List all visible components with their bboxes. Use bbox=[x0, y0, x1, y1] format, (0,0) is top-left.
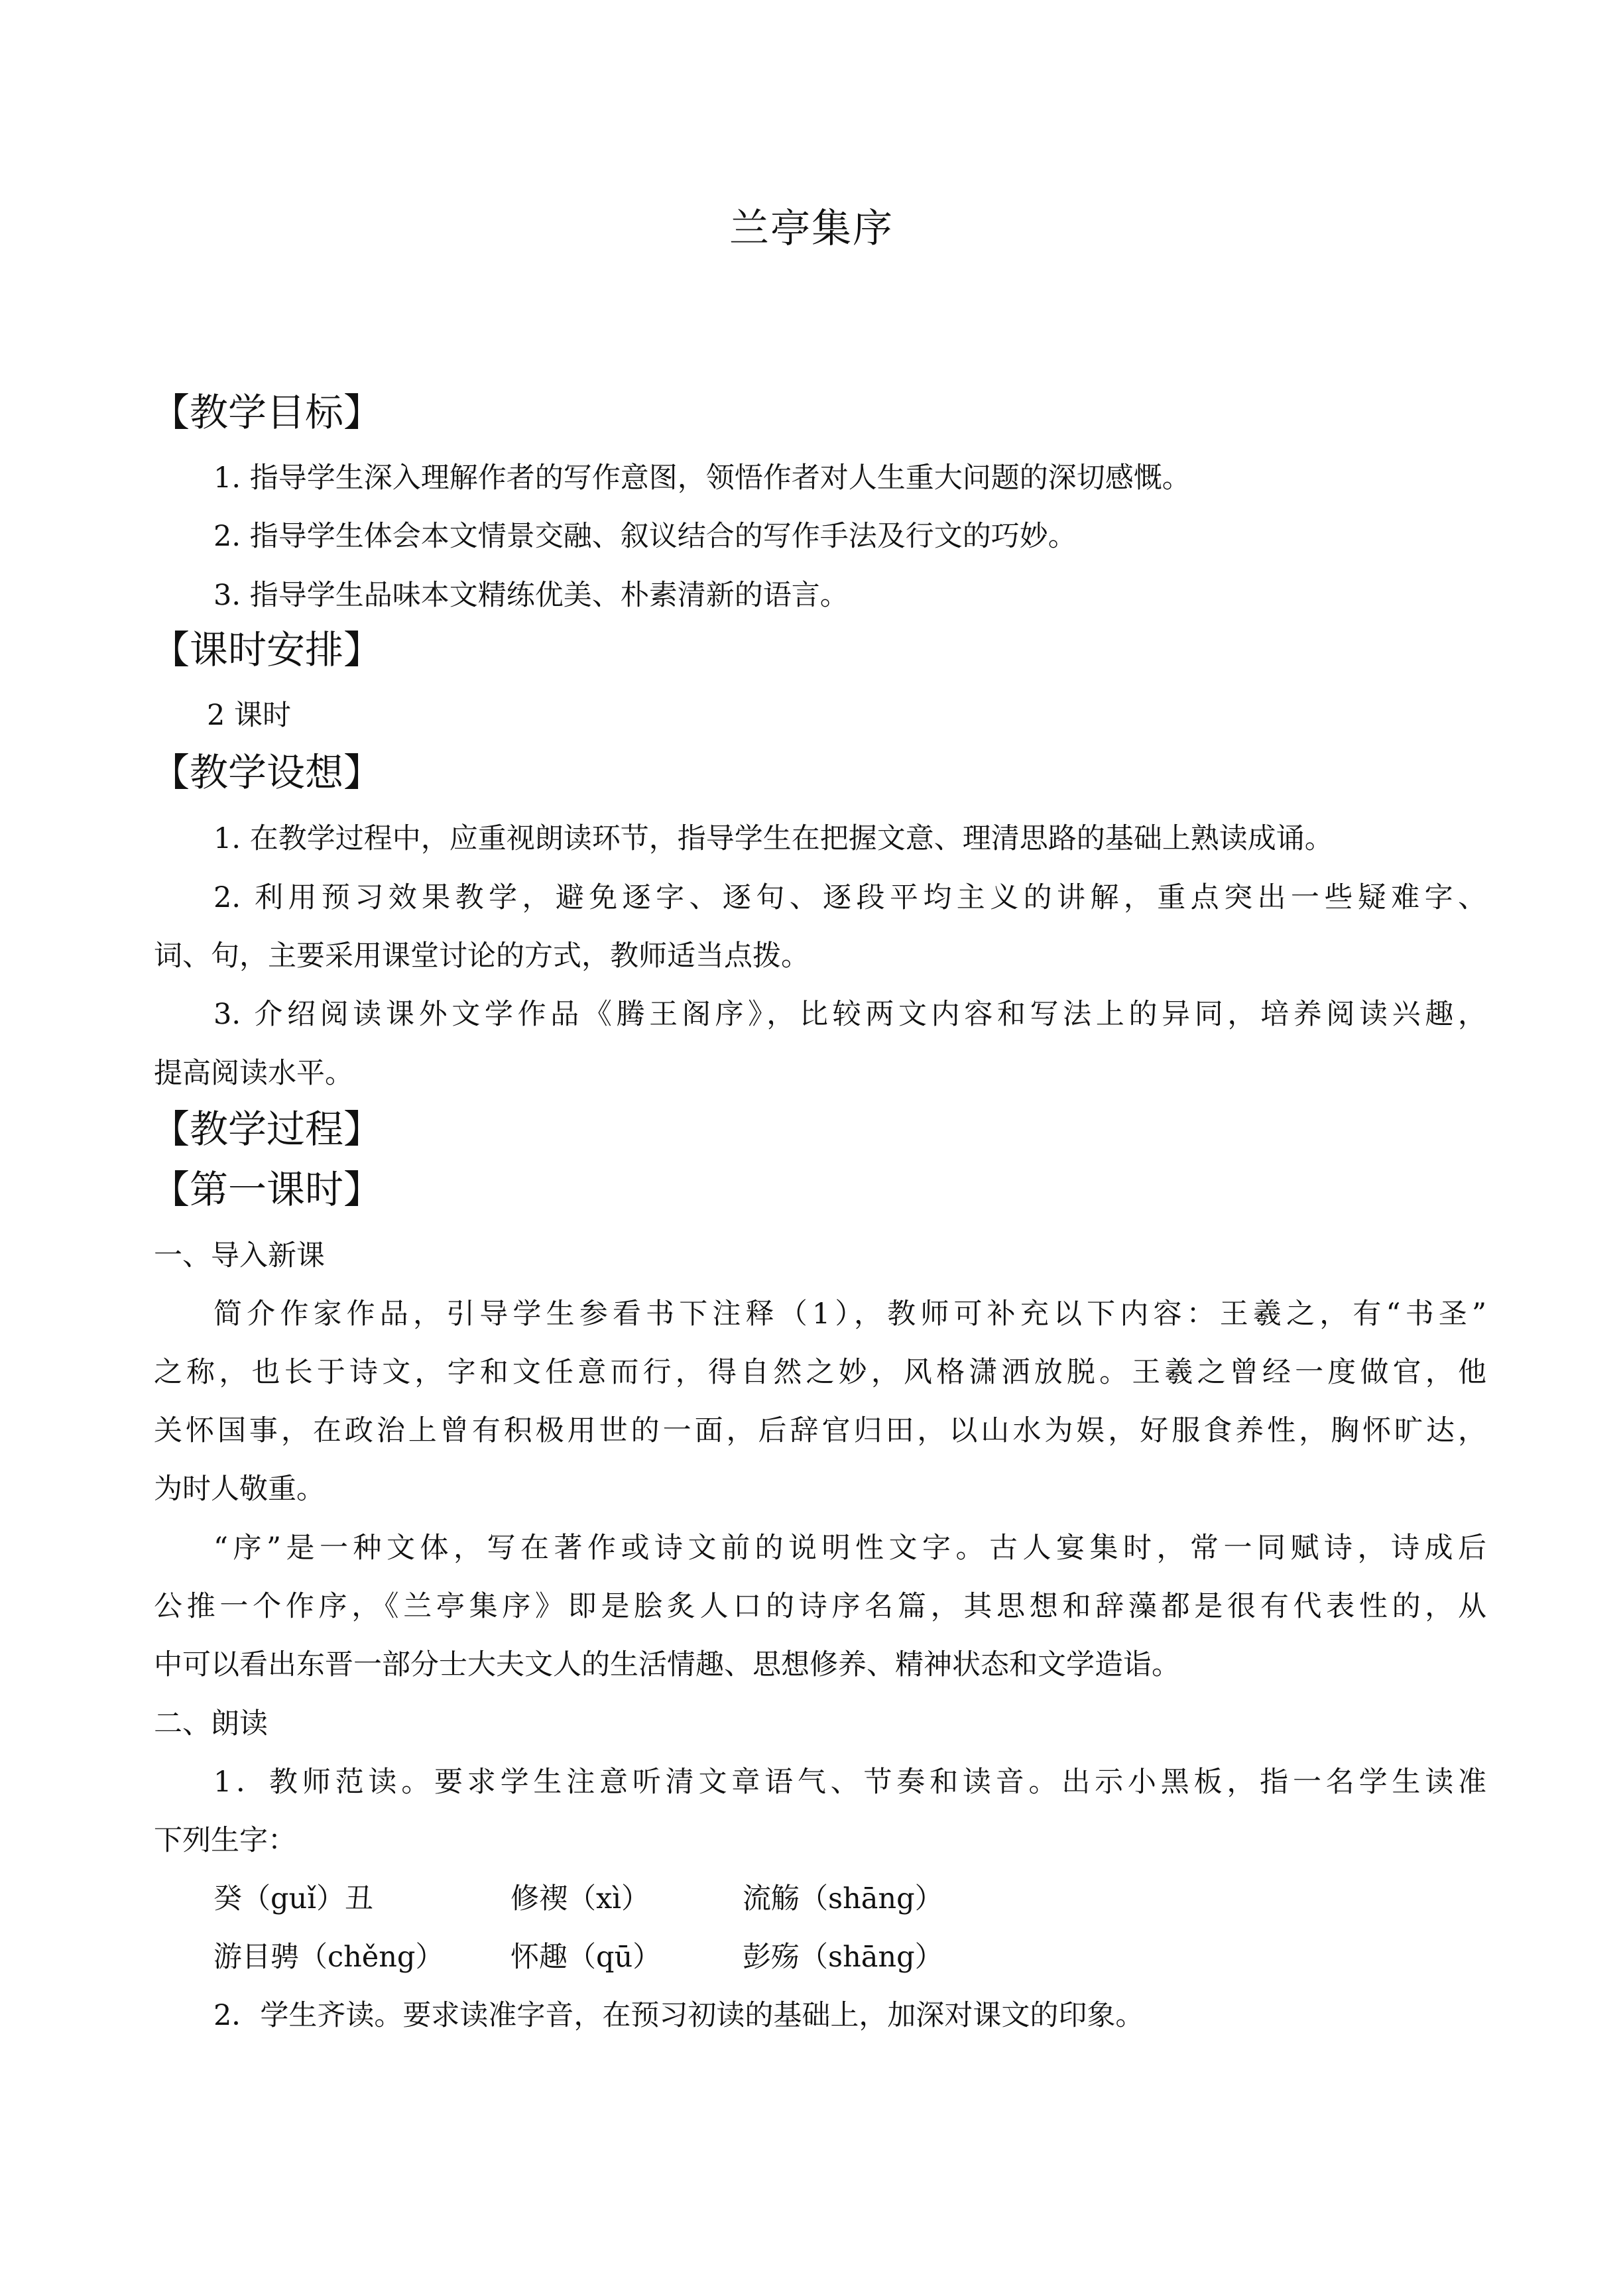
schedule-heading: 【课时安排】 bbox=[151, 627, 383, 672]
part1-title: 一、导入新课 bbox=[154, 1239, 325, 1272]
design-line: 词、句，主要采用课堂讨论的方式，教师适当点拨。 bbox=[154, 939, 810, 973]
design-line: 2. 利用预习效果教学，避免逐字、逐句、逐段平均主义的讲解，重点突出一些疑难字、 bbox=[213, 881, 1486, 914]
process-heading: 【教学过程】 bbox=[151, 1107, 383, 1152]
document-title: 兰亭集序 bbox=[729, 206, 894, 252]
intro-line: 简介作家作品，引导学生参看书下注释（1），教师可补充以下内容：王羲之，有“书圣” bbox=[213, 1298, 1486, 1331]
schedule-text: 2 课时 bbox=[207, 699, 292, 732]
reading-step-line: 2．学生齐读。要求读准字音，在预习初读的基础上，加深对课文的印象。 bbox=[213, 1999, 1144, 2032]
vocab-item: 游目骋（chěng） bbox=[213, 1941, 444, 1974]
preface-line: 公推一个作序，《兰亭集序》即是脍炙人口的诗序名篇，其思想和辞藻都是很有代表性的，从 bbox=[154, 1590, 1486, 1623]
design-line: 1. 在教学过程中，应重视朗读环节，指导学生在把握文意、理清思路的基础上熟读成诵。 bbox=[213, 822, 1333, 855]
reading-step-line: 下列生字： bbox=[154, 1824, 296, 1857]
vocab-item: 怀趣（qū） bbox=[511, 1941, 662, 1974]
design-line: 3. 介绍阅读课外文学作品《腾王阁序》，比较两文内容和写法上的异同，培养阅读兴趣， bbox=[213, 998, 1486, 1031]
intro-line: 关怀国事，在政治上曾有积极用世的一面，后辞官归田，以山水为娱，好服食养性，胸怀旷达， bbox=[154, 1414, 1486, 1447]
vocab-item: 修禊（xì） bbox=[511, 1882, 650, 1915]
design-line: 提高阅读水平。 bbox=[154, 1057, 353, 1090]
objective-item: 3. 指导学生品味本文精练优美、朴素清新的语言。 bbox=[213, 579, 849, 612]
vocab-item: 彭殇（shāng） bbox=[743, 1941, 943, 1974]
vocab-item: 流觞（shāng） bbox=[743, 1882, 943, 1915]
preface-line: “序”是一种文体，写在著作或诗文前的说明性文字。古人宴集时，常一同赋诗，诗成后 bbox=[213, 1532, 1486, 1565]
preface-line: 中可以看出东晋一部分士大夫文人的生活情趣、思想修养、精神状态和文学造诣。 bbox=[154, 1648, 1180, 1681]
reading-step-line: 1．教师范读。要求学生注意听清文章语气、节奏和读音。出示小黑板，指一名学生读准 bbox=[213, 1766, 1486, 1799]
intro-line: 之称，也长于诗文，字和文任意而行，得自然之妙，风格潇洒放脱。王羲之曾经一度做官，他 bbox=[154, 1356, 1486, 1389]
objective-item: 2. 指导学生体会本文情景交融、叙议结合的写作手法及行文的巧妙。 bbox=[213, 520, 1077, 553]
vocab-item: 癸（guǐ）丑 bbox=[213, 1882, 373, 1915]
intro-line: 为时人敬重。 bbox=[154, 1473, 325, 1506]
lesson1-heading: 【第一课时】 bbox=[151, 1167, 383, 1212]
objective-item: 1. 指导学生深入理解作者的写作意图，领悟作者对人生重大问题的深切感慨。 bbox=[213, 461, 1191, 495]
part2-title: 二、朗读 bbox=[154, 1707, 268, 1740]
objectives-heading: 【教学目标】 bbox=[151, 390, 383, 435]
design-heading: 【教学设想】 bbox=[151, 750, 383, 795]
